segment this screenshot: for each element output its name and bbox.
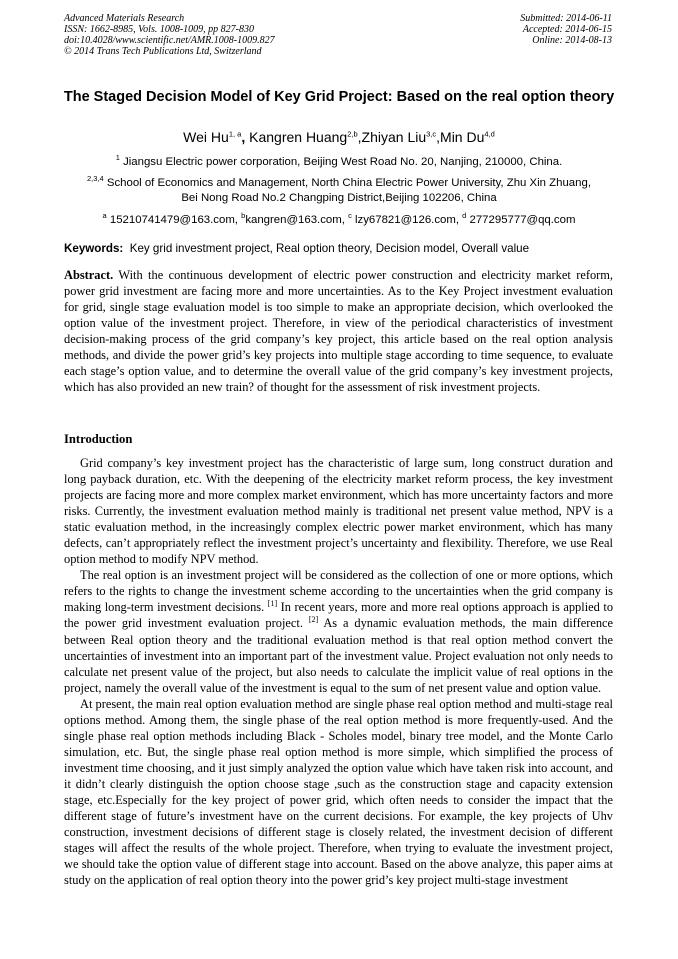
author-emails — [60, 213, 618, 228]
citation: [1] — [267, 599, 278, 609]
paragraph-text: As a dynamic evaluation methods, the main difference between Real option theory and the traditional evaluation method is that real option method convert the uncertainties of investment into an important part of the investment value. Project evaluation not only needs to calculate net present value of the project, but also needs to calculate the implicit value of real options in the project, namely the overall value of the investment is equal to the sum of net present value and option value. — [64, 616, 614, 695]
keywords — [64, 241, 612, 256]
online-date: Online: 2014-08-13 — [532, 35, 612, 46]
email-sup: b — [241, 211, 246, 221]
paragraph — [64, 567, 613, 695]
email-address: 15210741479@163.com, — [109, 214, 242, 226]
author-name: Kangren Huang — [249, 129, 348, 145]
email-address: kangren@163.com, — [245, 214, 349, 226]
author-name: Zhiyan Liu — [361, 129, 427, 145]
abstract-text: With the continuous development of electric power construction and electricity market reform, power grid investment are facing more and more uncertainties. As to the Key Project investment evaluation for grid, single stage evaluation model is too simple to make an appropriate decision, which overlooked the option value of the investment project. Therefore, in view of the periodical characteristics of investment decision-making process of the grid company’s key project, this article based on the real option analysis methods, and divide the power grid’s key projects into multiple stage according to time sequence, to evaluate each stage’s option value, and to determine the overall value of the grid company’s key investment projects, which has also provided an new train? of thought for the assessment of risk investment projects. — [64, 268, 614, 395]
journal-copyright: © 2014 Trans Tech Publications Ltd, Switzerland — [64, 46, 262, 57]
affiliation-text: School of Economics and Management, North China Electric Power University, Zhu Xin Zhuang, — [106, 177, 591, 189]
email-address: 277295777@qq.com — [469, 214, 576, 226]
citation: [2] — [308, 615, 319, 625]
affiliation-text: Bei Nong Road No.2 Changping District,Beijing 102206, China — [181, 192, 497, 204]
journal-issn: ISSN: 1662-8985, Vols. 1008-1009, pp 827-830 — [64, 24, 254, 35]
journal-name: Advanced Materials Research — [64, 13, 185, 24]
author-name: Min Du — [440, 129, 485, 145]
abstract — [64, 267, 613, 395]
paragraph: Grid company’s key investment project has the characteristic of large sum, long construct duration and long payback duration, etc. With the deepening of the electricity market reform process, the key investment projects are facing more and more complex market environment, which has more uncertainty factors and more risks. Currently, the investment evaluation method mainly is traditional net present value method, NPV is a static evaluation method, in the increasingly complex electric power market environment, which has many defects, can’t appropriately reflect the investment project’s uncertainty and flexibility. Therefore, we use Real option method to modify NPV method. — [64, 456, 613, 567]
affiliation-sup: 2,3,4 — [87, 174, 104, 184]
journal-doi: doi:10.4028/www.scientific.net/AMR.1008-1009.827 — [64, 35, 275, 46]
abstract-label: Abstract. — [64, 268, 114, 282]
submitted-date: Submitted: 2014-06-11 — [520, 13, 612, 24]
email-sup: a — [102, 211, 107, 221]
email-sup: c — [348, 211, 352, 221]
affiliation-2 — [60, 176, 618, 206]
paragraph-text: In recent years, more and more real options approach is applied to the power grid investment evaluation project. — [64, 600, 614, 631]
paragraph-text: The real option is an investment project will be considered as the collection of one or more options, which refers to the rights to change the investment scheme according to the uncertainties when the grid company is making long-term investment decisions. — [64, 568, 613, 615]
author-sup: 3,c — [426, 129, 437, 139]
email-sup: d — [462, 211, 467, 221]
paper-title: The Staged Decision Model of Key Grid Project: Based on the real option theory — [63, 89, 615, 105]
author-sup: 2,b — [347, 129, 358, 139]
accepted-date: Accepted: 2014-06-15 — [522, 24, 612, 35]
keywords-label: Keywords: — [64, 242, 124, 255]
paragraph: At present, the main real option evaluation method are single phase real option method and multi-stage real options method. Among them, the single phase of the real option method is more frequently-used. And the single phase real option methods including Black - Scholes model, binary tree model, and the Monte Carlo simulation, etc. But, the single phase real option method is more simple, which simplified the process of investment time choosing, and it just simply analyzed the option value which have taken risk into account, and it didn’t clearly distinguish the option choose stage ,such as the construction stage and capacity extension stage, etc.Especially for the key project of power grid, which often needs to consider the impact that the different stage of future’s investment have on the current decisions. For example, the key projects of Uhv construction, investment decisions of different stage is closely related, the investment decision of different stages will affect the results of the whole project. Therefore, when trying to evaluate the investment project, we should take the option value of different stage into account. Based on the above analyze, this paper aims at study on the application of real option theory into the power grid’s key project multi-stage investment — [64, 696, 613, 888]
email-address: lzy67821@126.com, — [354, 214, 463, 226]
author-sup: 1, a — [228, 129, 242, 139]
author-name: Wei Hu — [183, 129, 229, 145]
affiliation-sup: 1 — [115, 153, 120, 163]
affiliation-text: Jiangsu Electric power corporation, Beijing West Road No. 20, Nanjing, 210000, China. — [123, 156, 563, 168]
keywords-text: Key grid investment project, Real option theory, Decision model, Overall value — [129, 242, 530, 255]
affiliation-1 — [60, 155, 618, 170]
author-list: Wei Hu$^{1, a}$, Kangren Huang$^{2,b}$,Zhiyan Liu$^{3,c}$,Min Du$^{4,d}$ — [183, 129, 495, 145]
author-sup: 4,d — [484, 129, 495, 139]
submission-dates — [520, 13, 612, 46]
journal-info — [64, 13, 275, 57]
introduction-heading: Introduction — [64, 432, 133, 446]
introduction-body — [64, 455, 613, 888]
